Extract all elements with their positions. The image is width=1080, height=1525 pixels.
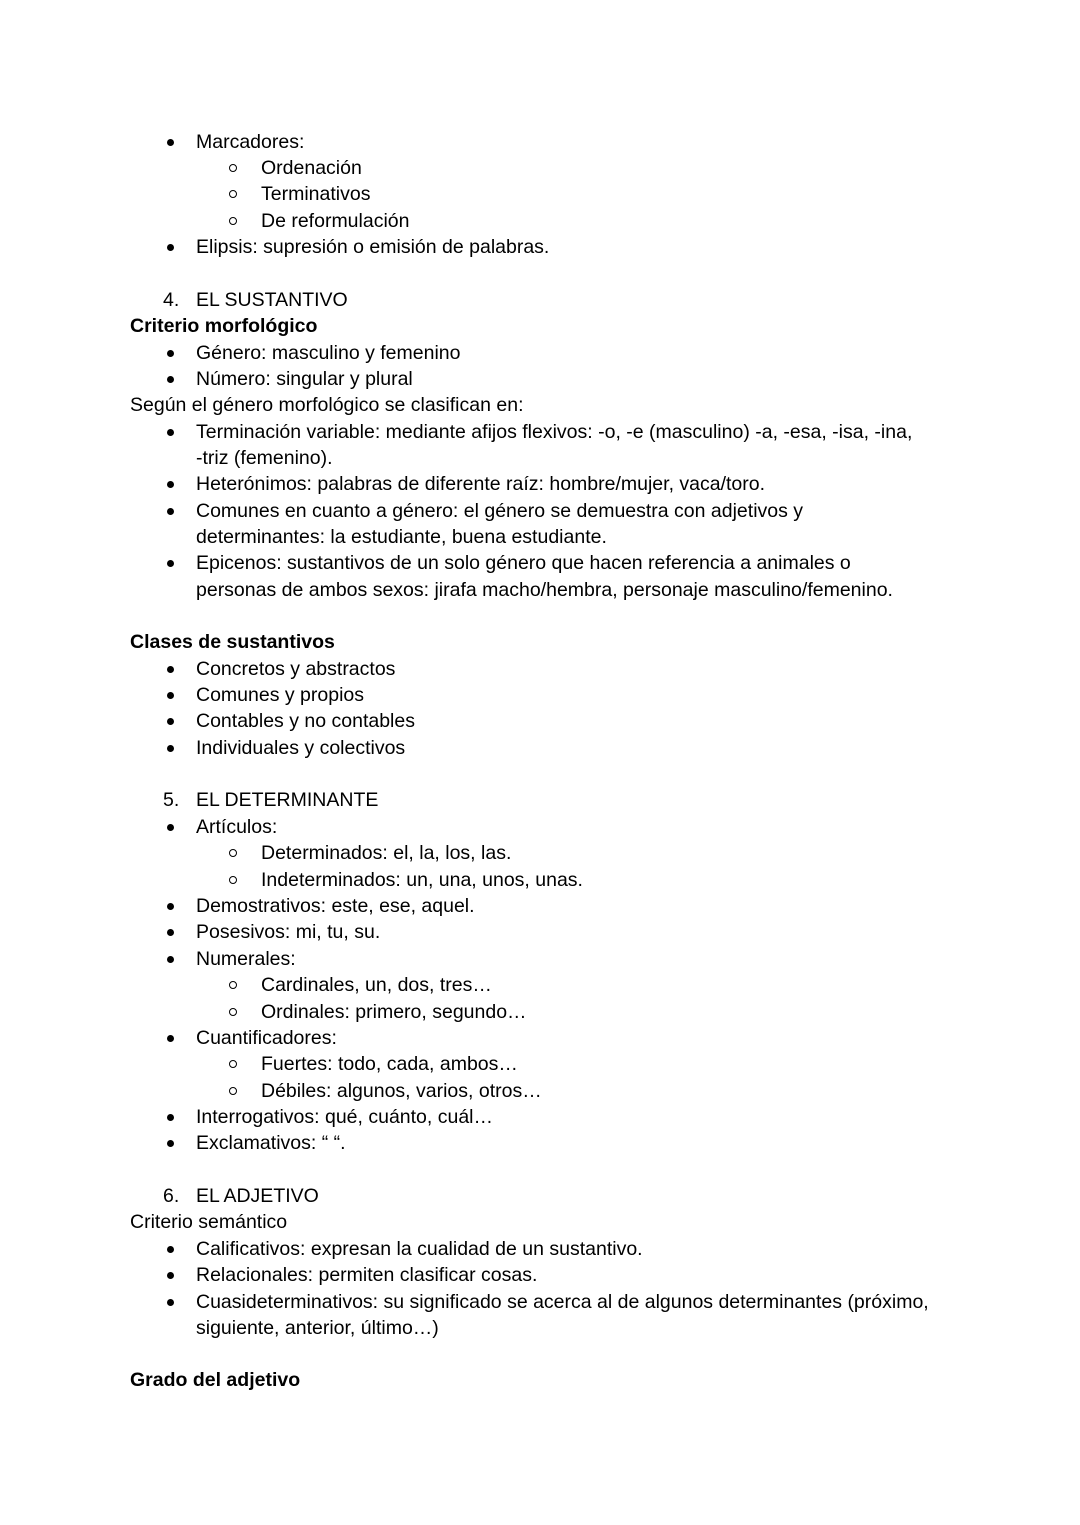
list-item: Cuasideterminativos: su significado se acerca al de algunos determinantes (próximo, [196, 1291, 929, 1313]
list-item: Elipsis: supresión o emisión de palabras. [196, 236, 550, 258]
list-item: Terminación variable: mediante afijos flexivos: -o, -e (masculino) -a, -esa, -isa, -ina, [196, 421, 913, 443]
bullet-dot-icon [167, 956, 174, 963]
subheading-clases-sustantivos: Clases de sustantivos [130, 631, 335, 653]
sub-list-item: Débiles: algunos, varios, otros… [261, 1080, 542, 1102]
paragraph: Según el género morfológico se clasifican en: [130, 394, 524, 416]
bullet-dot-icon [167, 429, 174, 436]
bullet-circle-icon [229, 1087, 237, 1095]
bullet-dot-icon [167, 1035, 174, 1042]
bullet-circle-icon [229, 190, 237, 198]
bullet-dot-icon [167, 1299, 174, 1306]
section-title: EL DETERMINANTE [196, 789, 379, 811]
list-item: Relacionales: permiten clasificar cosas. [196, 1264, 538, 1286]
section-number: 6. [163, 1185, 180, 1207]
list-item: Artículos: [196, 816, 278, 838]
list-item-continuation: siguiente, anterior, último…) [196, 1317, 439, 1339]
list-item-continuation: personas de ambos sexos: jirafa macho/hembra, personaje masculino/femenino. [196, 579, 893, 601]
list-item: Cuantificadores: [196, 1027, 337, 1049]
bullet-dot-icon [167, 1140, 174, 1147]
bullet-dot-icon [167, 745, 174, 752]
bullet-dot-icon [167, 903, 174, 910]
subheading-criterio-semantico: Criterio semántico [130, 1211, 288, 1233]
list-item-continuation: -triz (femenino). [196, 447, 333, 469]
bullet-dot-icon [167, 139, 174, 146]
list-item: Comunes y propios [196, 684, 364, 706]
bullet-dot-icon [167, 481, 174, 488]
list-item: Epicenos: sustantivos de un solo género que hacen referencia a animales o [196, 552, 851, 574]
bullet-dot-icon [167, 929, 174, 936]
list-item: Género: masculino y femenino [196, 342, 461, 364]
list-item: Numerales: [196, 948, 296, 970]
sub-list-item: Ordinales: primero, segundo… [261, 1001, 527, 1023]
list-item: Heterónimos: palabras de diferente raíz: hombre/mujer, vaca/toro. [196, 473, 766, 495]
bullet-circle-icon [229, 164, 237, 172]
sub-list-item: De reformulación [261, 210, 410, 232]
list-item: Interrogativos: qué, cuánto, cuál… [196, 1106, 494, 1128]
bullet-dot-icon [167, 1246, 174, 1253]
bullet-dot-icon [167, 1272, 174, 1279]
bullet-dot-icon [167, 376, 174, 383]
list-item: Concretos y abstractos [196, 658, 396, 680]
sub-list-item: Indeterminados: un, una, unos, unas. [261, 869, 583, 891]
list-item: Contables y no contables [196, 710, 415, 732]
list-item: Marcadores: [196, 131, 305, 153]
section-number: 5. [163, 789, 180, 811]
subheading-grado-adjetivo: Grado del adjetivo [130, 1369, 301, 1391]
list-item: Individuales y colectivos [196, 737, 406, 759]
list-item: Posesivos: mi, tu, su. [196, 921, 381, 943]
bullet-dot-icon [167, 350, 174, 357]
bullet-dot-icon [167, 718, 174, 725]
bullet-dot-icon [167, 824, 174, 831]
sub-list-item: Terminativos [261, 183, 371, 205]
list-item-continuation: determinantes: la estudiante, buena estudiante. [196, 526, 607, 548]
section-number: 4. [163, 289, 180, 311]
bullet-dot-icon [167, 692, 174, 699]
section-title: EL SUSTANTIVO [196, 289, 348, 311]
section-title: EL ADJETIVO [196, 1185, 319, 1207]
list-item: Exclamativos: “ “. [196, 1132, 346, 1154]
bullet-dot-icon [167, 560, 174, 567]
subheading-criterio-morfologico: Criterio morfológico [130, 315, 318, 337]
list-item: Calificativos: expresan la cualidad de un sustantivo. [196, 1238, 643, 1260]
bullet-dot-icon [167, 1114, 174, 1121]
bullet-dot-icon [167, 666, 174, 673]
sub-list-item: Determinados: el, la, los, las. [261, 842, 512, 864]
list-item: Demostrativos: este, ese, aquel. [196, 895, 475, 917]
bullet-circle-icon [229, 217, 237, 225]
list-item: Comunes en cuanto a género: el género se demuestra con adjetivos y [196, 500, 804, 522]
list-item: Número: singular y plural [196, 368, 413, 390]
bullet-dot-icon [167, 508, 174, 515]
bullet-circle-icon [229, 981, 237, 989]
bullet-circle-icon [229, 876, 237, 884]
bullet-circle-icon [229, 1008, 237, 1016]
bullet-circle-icon [229, 1060, 237, 1068]
sub-list-item: Fuertes: todo, cada, ambos… [261, 1053, 518, 1075]
bullet-dot-icon [167, 244, 174, 251]
sub-list-item: Ordenación [261, 157, 362, 179]
sub-list-item: Cardinales, un, dos, tres… [261, 974, 492, 996]
bullet-circle-icon [229, 849, 237, 857]
